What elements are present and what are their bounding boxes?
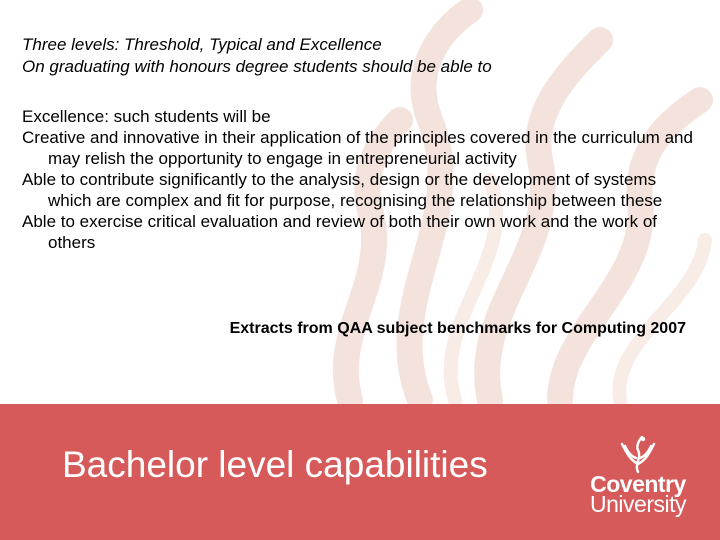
coventry-university-logo bbox=[578, 434, 698, 524]
capability-evaluate: Able to exercise critical evaluation and review of both their own work and the work of others bbox=[22, 212, 657, 252]
logo-text-university: University bbox=[590, 491, 686, 517]
capability-creative: Creative and innovative in their application of the principles covered in the curriculum and may relish the opportunity to engage in entrepreneurial activity bbox=[22, 128, 693, 168]
capability-contribute: Able to contribute significantly to the analysis, design or the development of systems which are complex and fit for purpose, recognising the relationship between these bbox=[22, 170, 663, 210]
intro-line-graduating: On graduating with honours degree students should be able to bbox=[22, 57, 492, 76]
footer-band bbox=[0, 404, 720, 540]
intro-text bbox=[22, 34, 702, 78]
source-citation: Extracts from QAA subject benchmarks for Computing 2007 bbox=[229, 320, 686, 337]
excellence-heading: Excellence: such students will be bbox=[22, 107, 271, 126]
phoenix-icon bbox=[616, 434, 660, 474]
intro-line-levels: Three levels: Threshold, Typical and Excellence bbox=[22, 35, 382, 54]
logo-text-coventry: Coventry bbox=[590, 471, 686, 497]
capabilities-text bbox=[22, 106, 704, 253]
slide-title: Bachelor level capabilities bbox=[62, 444, 488, 485]
